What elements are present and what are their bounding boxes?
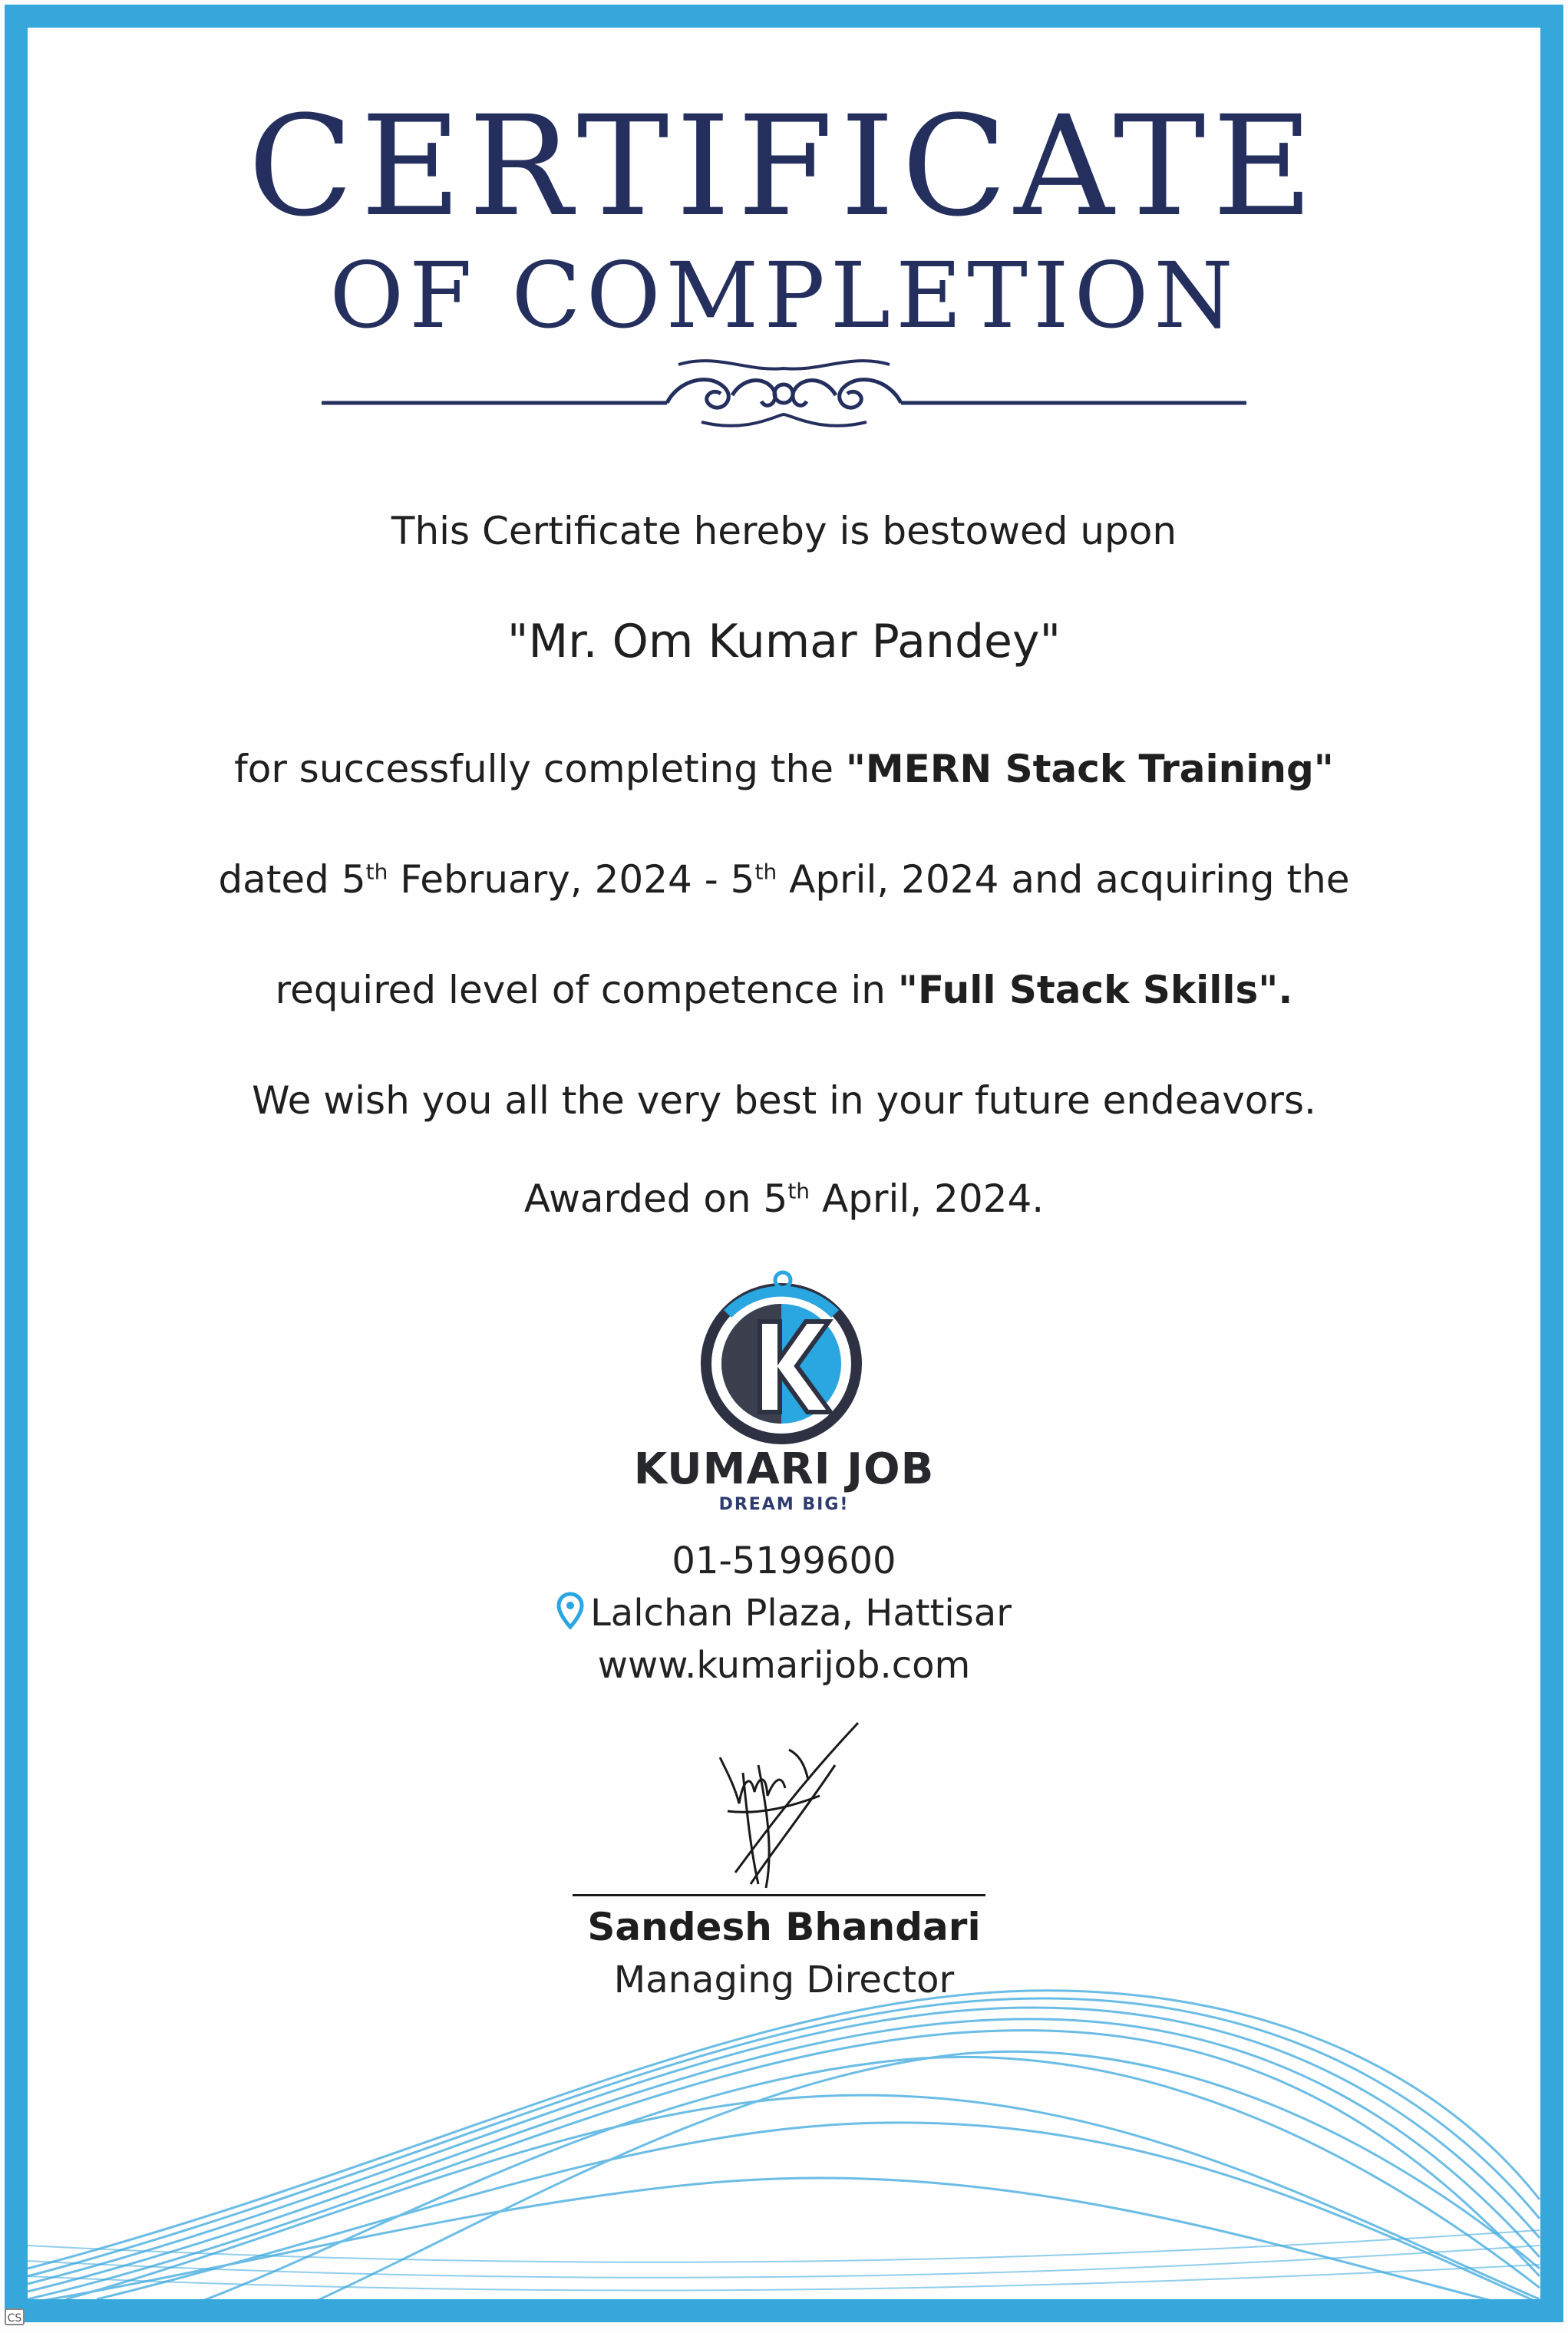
signature	[712, 1719, 866, 1896]
company-phone: 01-5199600	[672, 1539, 896, 1582]
signatory-title: Managing Director	[613, 1958, 955, 2001]
ornamental-divider	[318, 349, 1250, 434]
course-name: "MERN Stack Training"	[845, 747, 1334, 791]
certificate-subtitle: OF COMPLETION	[329, 243, 1239, 348]
skills-name: "Full Stack Skills".	[897, 968, 1293, 1012]
completion-line: for successfully completing the "MERN Stack Training"	[234, 747, 1334, 791]
company-website[interactable]: www.kumarijob.com	[597, 1644, 971, 1687]
scanner-badge: CS	[5, 2308, 25, 2325]
recipient-name: "Mr. Om Kumar Pandey"	[507, 615, 1061, 668]
dates-line: dated 5th February, 2024 - 5th April, 2024 and acquiring the	[218, 857, 1350, 902]
intro-text: This Certificate hereby is bestowed upon	[391, 509, 1177, 553]
company-name: KUMARI JOB	[633, 1444, 935, 1494]
wish-text: We wish you all the very best in your future endeavors.	[252, 1078, 1316, 1123]
company-logo	[689, 1268, 873, 1444]
certificate-title: CERTIFICATE	[248, 87, 1320, 247]
awarded-line: Awarded on 5th April, 2024.	[523, 1176, 1045, 1221]
signatory-name: Sandesh Bhandari	[587, 1905, 981, 1949]
competence-line: required level of competence in "Full Stack Skills".	[275, 968, 1293, 1012]
location-pin-icon	[556, 1592, 584, 1630]
signature-line	[573, 1894, 985, 1896]
company-address: Lalchan Plaza, Hattisar	[0, 1592, 1568, 1635]
company-tagline: DREAM BIG!	[718, 1495, 850, 1514]
